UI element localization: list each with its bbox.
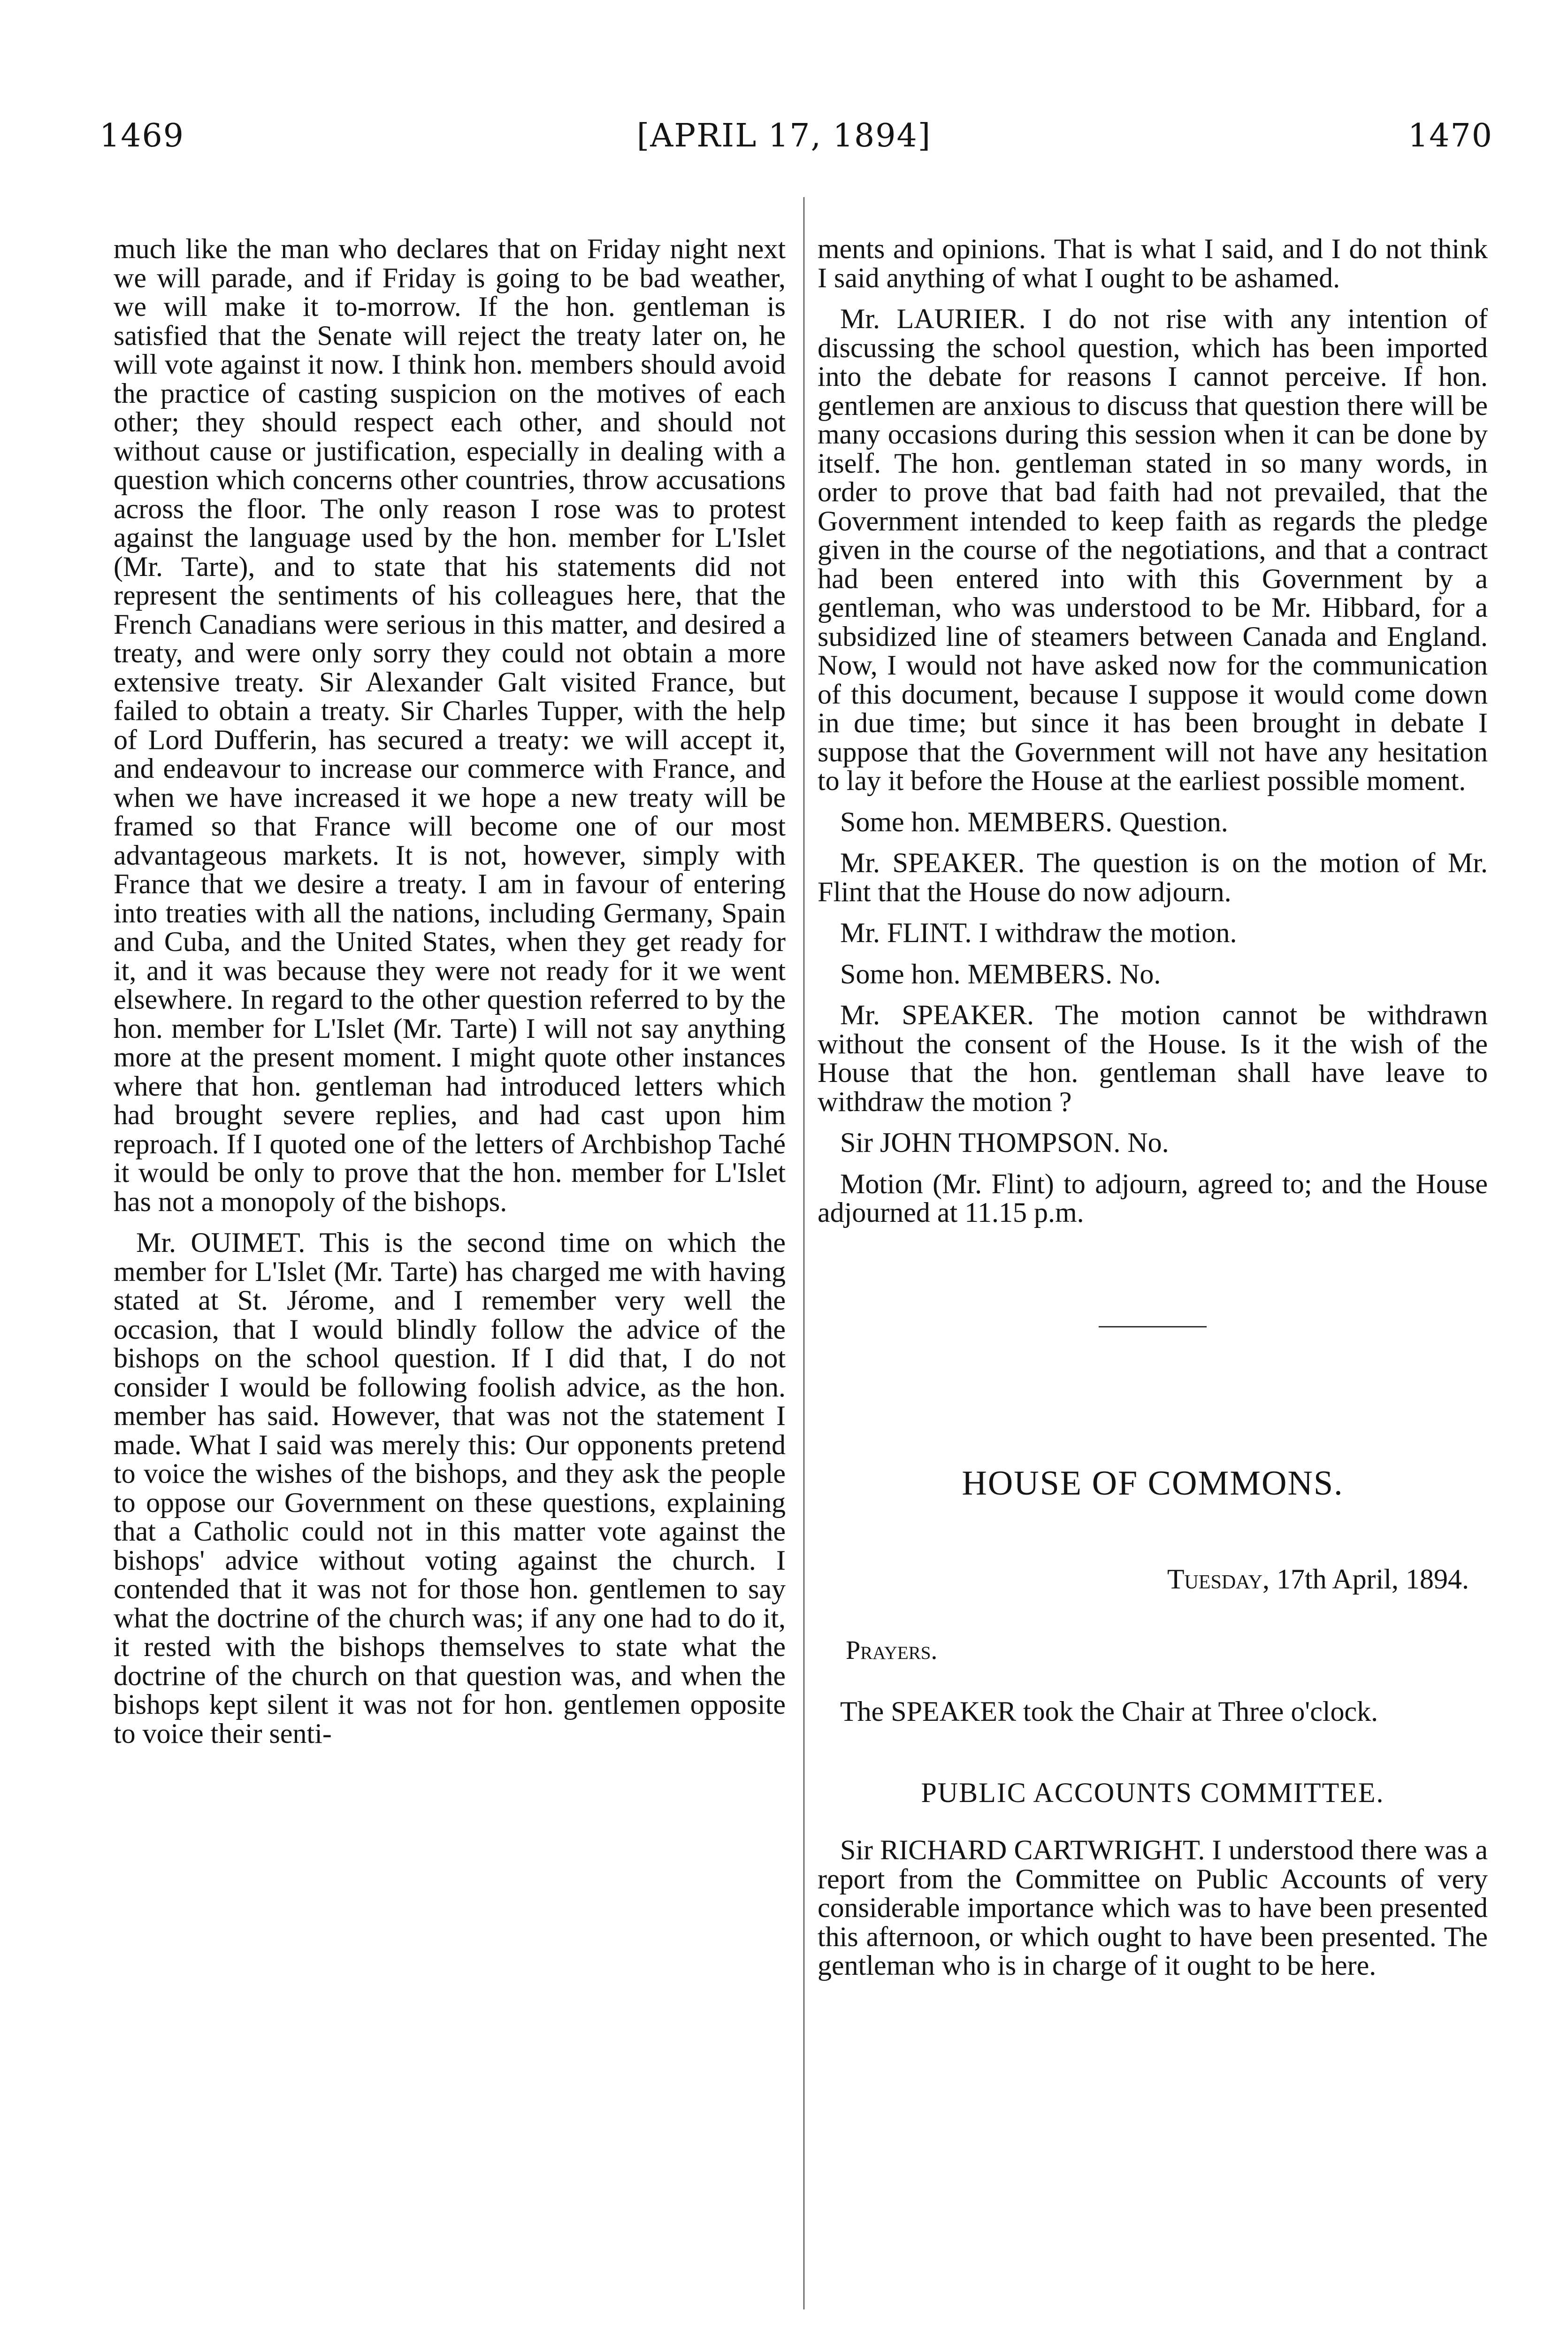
section-separator-rule — [1099, 1326, 1207, 1327]
header-date: [APRIL 17, 1894] — [636, 117, 932, 154]
right-paragraph-1: ments and opinions. That is what I said, and I do not think I said anything of what I ought to be ashamed. — [818, 233, 1488, 293]
right-paragraph-6: Some hon. MEMBERS. No. — [840, 958, 1161, 989]
right-paragraph-5: Mr. FLINT. I withdraw the motion. — [840, 917, 1237, 948]
left-paragraph-1: much like the man who declares that on Friday night next we will parade, and if Friday is going to be bad weather, we will make it to-morrow. If the hon. gentleman is satisfied that the Senate will reject the treaty later on, he will vote against it now. I think hon. members should avoid the practice of casting suspicion on the motives of each other; they should respect each other, and should not without cause or justification, especially in dealing with a question which concerns other countries, throw accusations across the floor. The only reason I rose was to protest against the language used by the hon. member for L'Islet (Mr. Tarte), and to state that his statements did not represent the sentiments of his colleagues here, that the French Canadians were serious in this matter, and desired a treaty, and were only sorry they could not obtain a more extensive treaty. Sir Alexander Galt visited France, but failed to obtain a treaty. Sir Charles Tupper, with the help of Lord Dufferin, has secured a treaty: we will accept it, and endeavour to increase our commerce with France, and when we have increased it we hope a new treaty will be framed so that France will become one of our most advantageous markets. It is not, however, simply with France that we desire a treaty. I am in favour of entering into treaties with all the nations, including Germany, Spain and Cuba, and the United States, when they get ready for it, and it was because they were not ready for it we went elsewhere. In regard to the other question referred to by the hon. member for L'Islet (Mr. Tarte) I will not say anything more at the present moment. I might quote other instances where that hon. gentleman had introduced letters which had brought severe replies, and had cast upon him reproach. If I quoted one of the letters of Archbishop Taché it would be only to prove that the hon. member for L'Islet has not a monopoly of the bishops. — [114, 233, 786, 1217]
page-number-left: 1469 — [99, 117, 185, 154]
right-paragraph-7 — [818, 1001, 1488, 1116]
left-paragraph-2 — [114, 1228, 786, 1748]
subsection-heading: PUBLIC ACCOUNTS COMMITTEE. — [921, 1777, 1384, 1808]
page-number-right: 1470 — [1407, 117, 1493, 154]
speaker-name: Mr. SPEAKER. — [840, 847, 1025, 878]
sitting-date-rest: 17th April, 1894. — [1269, 1563, 1469, 1595]
sitting-weekday: Tuesday, — [1167, 1563, 1270, 1595]
speech-text: The motion cannot be withdrawn without the consent of the House. Is it the wish of the House that the hon. gentleman shall have leave to withdraw the motion ? — [818, 999, 1488, 1117]
right-paragraph-2 — [818, 305, 1488, 796]
right-paragraph-9: Motion (Mr. Flint) to adjourn, agreed to; and the House adjourned at 11.15 p.m. — [818, 1168, 1488, 1228]
page-header — [0, 0, 1568, 169]
right-paragraph-10: The SPEAKER took the Chair at Three o'clock. — [840, 1695, 1378, 1727]
column-divider — [803, 197, 804, 2309]
section-heading: HOUSE OF COMMONS. — [962, 1464, 1344, 1503]
speaker-name: Sir RICHARD CARTWRIGHT. — [840, 1834, 1205, 1865]
speech-text: I do not rise with any intention of discussing the school question, which has been imported into the debate for reasons I cannot perceive. If hon. gentlemen are anxious to discuss that question there will be many occasions during this session when it can be done by itself. The hon. gentleman stated in so many words, in order to prove that bad faith had not prevailed, that the Government intended to keep faith as regards the pledge given in the course of the negotiations, and that a contract had been entered into with this Government by a gentleman, who was understood to be Mr. Hibbard, for a subsidized line of steamers between Canada and England. Now, I would not have asked now for the communication of this document, because I suppose it would come down in due time; but since it has been brought in debate I suppose that the Government will not have any hesitation to lay it before the House at the earliest possible moment. — [818, 303, 1488, 796]
speaker-name: Mr. SPEAKER. — [840, 999, 1034, 1030]
speech-text: The question is on the motion of Mr. Flint that the House do now adjourn. — [818, 847, 1488, 907]
speaker-name: Mr. LAURIER. — [840, 303, 1026, 334]
speech-text: This is the second time on which the member for L'Islet (Mr. Tarte) has charged me with having stated at St. Jérome, and I remember very well the occasion, that I would blindly follow the advice of the bishops on the school question. If I did that, I do not consider I would be following foolish advice, as the hon. member has said. However, that was not the statement I made. What I said was merely this: Our opponents pretend to voice the wishes of the bishops, and they ask the people to oppose our Government on these questions, explaining that a Catholic could not in this matter vote against the bishops' advice without voting against the church. I contended that it was not for those hon. gentlemen to say what the doctrine of the church was; if any one had to do it, it rested with the bishops themselves to state what the doctrine of the church on that question was, and when the bishops kept silent it was not for hon. gentlemen opposite to voice their senti- — [114, 1227, 786, 1749]
left-column — [114, 235, 786, 1748]
right-column — [818, 235, 1488, 1980]
right-paragraph-11 — [818, 1836, 1488, 1980]
sitting-date — [818, 1564, 1469, 1594]
speaker-name: Mr. OUIMET. — [136, 1227, 306, 1258]
right-paragraph-8: Sir JOHN THOMPSON. No. — [840, 1127, 1169, 1158]
speech-text: I understood there was a report from the Committee on Public Accounts of very considerable importance which was to have been presented this afternoon, or which ought to have been presented. The gentleman who is in charge of it ought to be here. — [818, 1834, 1488, 1981]
right-paragraph-4 — [818, 849, 1488, 906]
prayers-label: Prayers. — [846, 1635, 938, 1665]
right-paragraph-3: Some hon. MEMBERS. Question. — [840, 806, 1228, 837]
